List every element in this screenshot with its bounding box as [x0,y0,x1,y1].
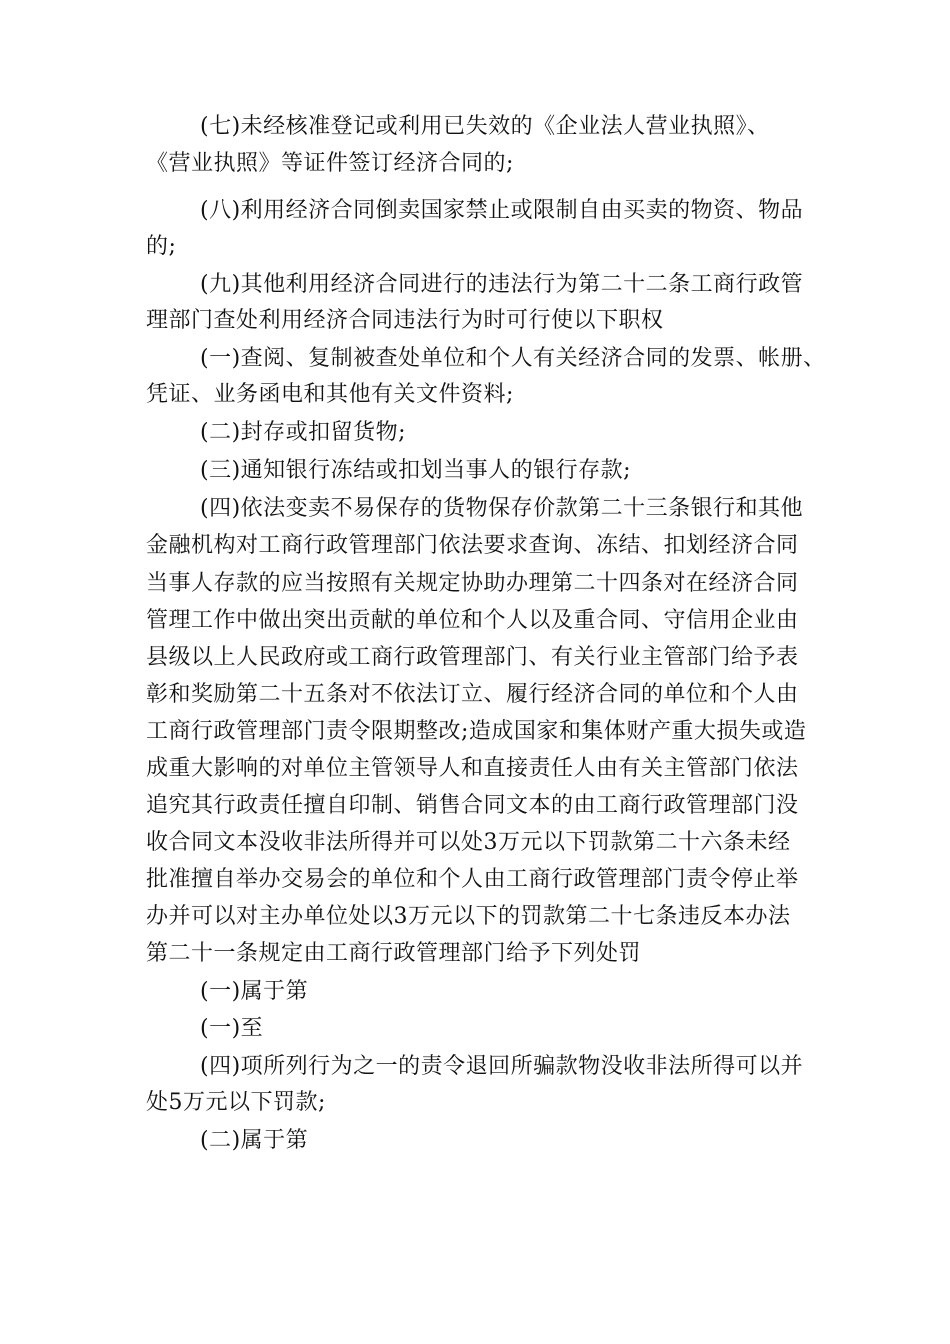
text-line: 县级以上人民政府或工商行政管理部门、有关行业主管部门给予表 [146,645,799,670]
text-line: 工商行政管理部门责令限期整改;造成国家和集体财产重大损失或造 [146,719,807,744]
text-line: (一)属于第 [200,979,309,1004]
text-line: 成重大影响的对单位主管领导人和直接责任人由有关主管部门依法 [146,756,799,781]
text-line: 第二十一条规定由工商行政管理部门给予下列处罚 [146,941,642,966]
text-line: (一)至 [200,1016,264,1041]
text-line: (一)查阅、复制被查处单位和个人有关经济合同的发票、帐册、 [200,346,826,371]
text-line: (九)其他利用经济合同进行的违法行为第二十二条工商行政管 [200,272,804,297]
text-line: 《营业执照》等证件签订经济合同的; [146,151,514,176]
text-line: 的; [146,234,177,259]
text-line: 管理工作中做出突出贡献的单位和个人以及重合同、守信用企业由 [146,608,799,633]
text-line: 批准擅自举办交易会的单位和个人由工商行政管理部门责令停止举 [146,867,799,892]
text-line: (七)未经核准登记或利用已失效的《企业法人营业执照》、 [200,114,770,139]
text-line: 金融机构对工商行政管理部门依法要求查询、冻结、扣划经济合同 [146,533,799,558]
text-line: (四)项所列行为之一的责令退回所骗款物没收非法所得可以并 [200,1054,804,1079]
text-line: 凭证、业务函电和其他有关文件资料; [146,382,514,407]
text-line: (四)依法变卖不易保存的货物保存价款第二十三条银行和其他 [200,496,804,521]
text-line: 当事人存款的应当按照有关规定协助办理第二十四条对在经济合同 [146,571,799,596]
text-line: (三)通知银行冻结或扣划当事人的银行存款; [200,458,632,483]
text-line: (二)属于第 [200,1128,309,1153]
text-line: (八)利用经济合同倒卖国家禁止或限制自由买卖的物资、物品 [200,198,804,223]
text-line: 处5万元以下罚款; [146,1090,326,1115]
text-line: 彰和奖励第二十五条对不依法订立、履行经济合同的单位和个人由 [146,682,799,707]
text-line: 办并可以对主办单位处以3万元以下的罚款第二十七条违反本办法 [146,904,791,929]
text-line: 理部门查处利用经济合同违法行为时可行使以下职权 [146,308,664,333]
text-line: (二)封存或扣留货物; [200,420,407,445]
text-line: 收合同文本没收非法所得并可以处3万元以下罚款第二十六条未经 [146,830,791,855]
text-line: 追究其行政责任擅自印制、销售合同文本的由工商行政管理部门没 [146,793,799,818]
